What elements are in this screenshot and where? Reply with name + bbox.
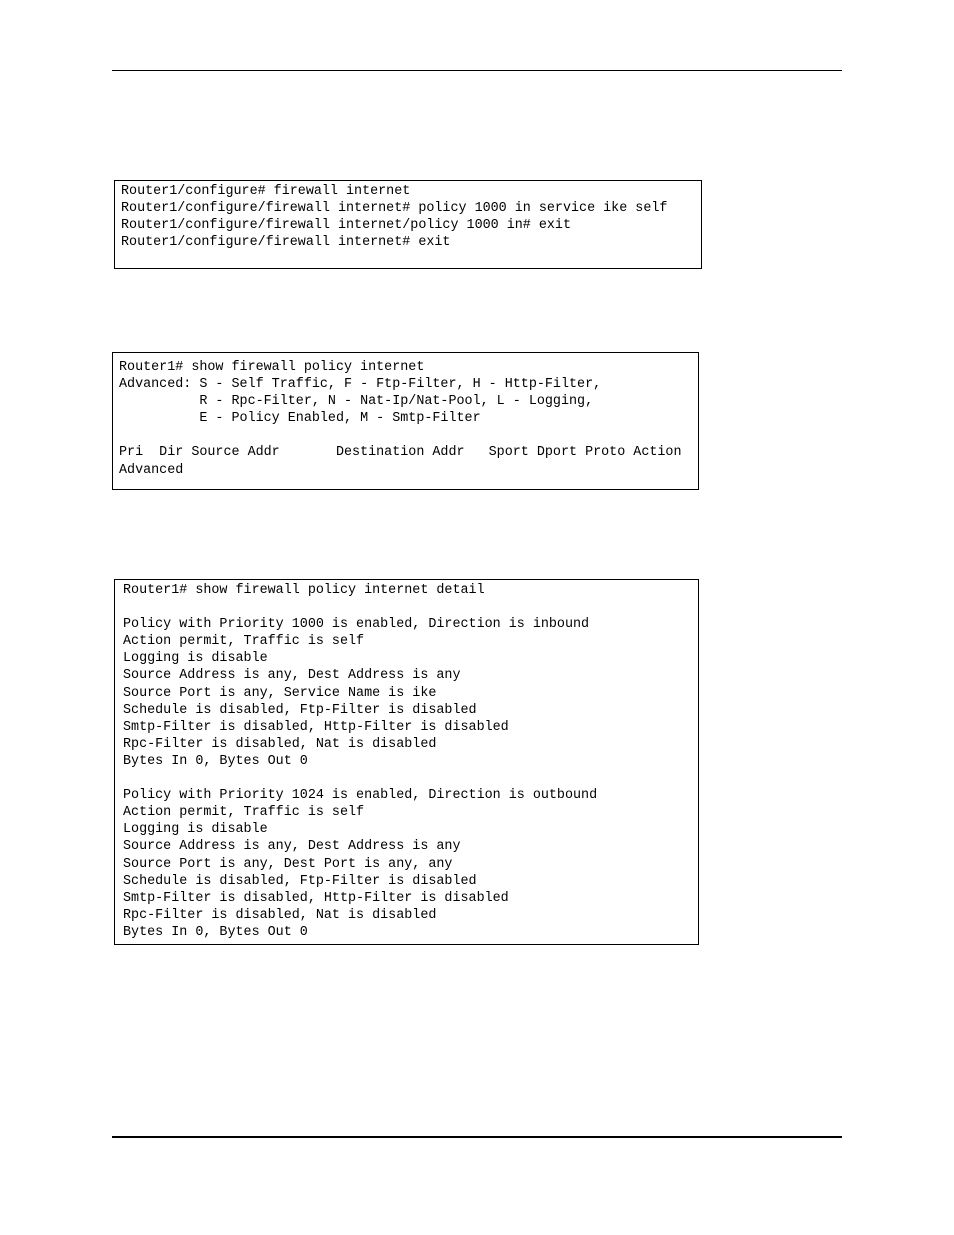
code-line: Router1/configure# firewall internet (121, 184, 411, 199)
show-policy-detail-example (114, 579, 699, 945)
code-line: Router1# show firewall policy internet (119, 360, 425, 375)
code-line: E - Policy Enabled, M - Smtp-Filter (119, 411, 481, 427)
show-policy-example (112, 352, 699, 490)
code-line: Router1/configure/firewall internet# policy 1000 in service ike self (121, 201, 668, 217)
footer-rule (112, 1136, 842, 1138)
code-line: Logging is disable (123, 651, 268, 667)
code-line: Action permit, Traffic is self (123, 634, 365, 650)
code-line (123, 770, 698, 787)
code-line: Source Port is any, Dest Port is any, any (123, 856, 453, 872)
code-line: Bytes In 0, Bytes Out 0 (123, 753, 308, 769)
code-line: Bytes In 0, Bytes Out 0 (123, 924, 308, 940)
code-line: Schedule is disabled, Ftp-Filter is disabled (123, 702, 477, 718)
code-line: Router1/configure/firewall internet/policy 1000 in# exit (121, 218, 571, 234)
code-line: Rpc-Filter is disabled, Nat is disabled (123, 907, 437, 923)
code-line: Schedule is disabled, Ftp-Filter is disabled (123, 873, 477, 889)
code-line: Source Address is any, Dest Address is any (123, 668, 461, 684)
code-line: Router1# show firewall policy internet detail (123, 583, 485, 598)
header-rule (112, 70, 842, 71)
code-line: Logging is disable (123, 822, 268, 838)
code-line: Smtp-Filter is disabled, Http-Filter is disabled (123, 719, 509, 735)
code-line: Router1/configure/firewall internet# exit (121, 235, 451, 251)
config-commands-example (114, 180, 702, 269)
code-line: Source Address is any, Dest Address is any (123, 839, 461, 855)
code-line: Pri Dir Source Addr Destination Addr Sport Dport Proto Action (119, 445, 682, 461)
code-line: Advanced: S - Self Traffic, F - Ftp-Filter, H - Http-Filter, (119, 377, 602, 393)
code-line: Advanced (119, 462, 184, 478)
code-line: Action permit, Traffic is self (123, 805, 365, 821)
code-line: Source Port is any, Service Name is ike (123, 685, 437, 701)
code-line (123, 599, 698, 616)
code-line (119, 427, 698, 444)
code-line: Rpc-Filter is disabled, Nat is disabled (123, 736, 437, 752)
code-line: Smtp-Filter is disabled, Http-Filter is disabled (123, 890, 509, 906)
code-line: Policy with Priority 1024 is enabled, Direction is outbound (123, 788, 598, 804)
code-line: Policy with Priority 1000 is enabled, Direction is inbound (123, 617, 590, 633)
code-line: R - Rpc-Filter, N - Nat-Ip/Nat-Pool, L - Logging, (119, 394, 594, 410)
